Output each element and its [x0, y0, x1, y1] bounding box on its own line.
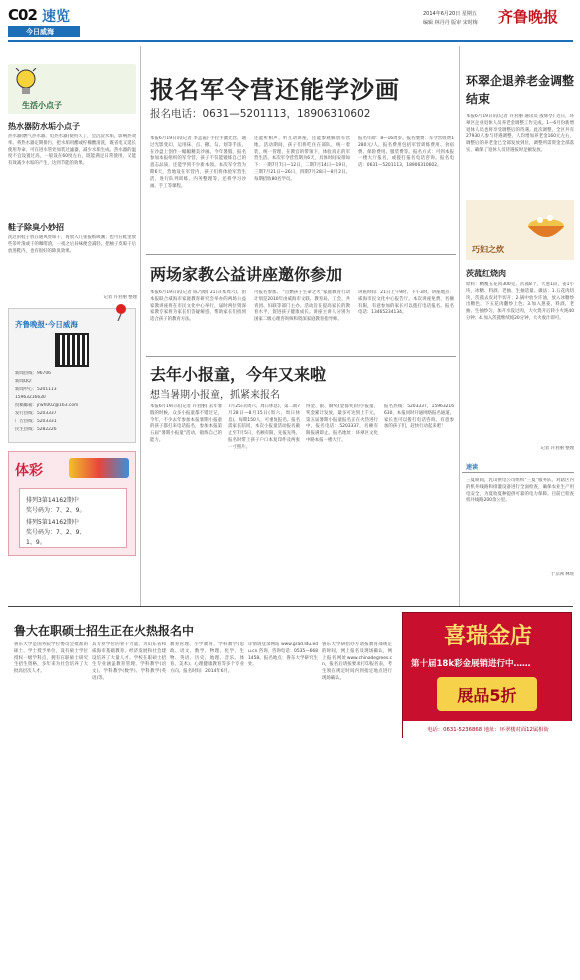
- tip2-title: 鞋子除臭小妙招: [8, 223, 64, 232]
- headline-lecture: 两场家教公益讲座邀你参加: [150, 265, 343, 284]
- article-camp-col1: 本报6月19日讯(记者 李孟霞) 手拉手激光营，通过光影变幻，运用抹、点、撒、勾、划等手法，在沙盘上创作一幅幅精美沙画。今年暑假，报名参加本报组织的军令营，孩子不仅能锻炼自己的意志品质，还能学到不少新本领。本次军令营为期6天，营地设在军营内，孩子们将体验军营生活，进行队列训练、内务整理等，还将学习沙画、手工等课程。: [150, 136, 246, 189]
- article-university-col1: 鲁东大学是国务院学位委员会批准的硕士、学士授予单位，设有硕士学位授权一级学科点，拥有在职硕士研究生招生资格，多年来为社会培养了大批高层次人才。: [14, 642, 88, 675]
- contact-line: 广告热线：5203331: [15, 419, 57, 424]
- recipe-reporter: 记者 许君丽 整理: [540, 446, 574, 451]
- article-lecture-col1: 本报6月19日讯(记者 陈乃刚) 21日(本周六)，由本报联合威海市家庭教育研究会举办的两场公益家教讲座将在市民文化中心举行，届时两位资深家教专家将为家长们答疑解惑，帮助家长们找到适合孩子的教育方法。: [150, 290, 246, 323]
- contact-line: 投稿邮箱：jrwh002@163.com: [15, 403, 79, 408]
- ad-subtitle: 第十届18k彩金展销进行中……: [411, 659, 531, 669]
- article-lecture-col2: 可报名参加。 “点燃孩子生命之火”家庭教育行动计划是2010年由威海市文联、教育局、工会、共青团、妇联等部门主办。活动旨在提高家长的教育水平，促进孩子健康成长。讲座主讲人分别为国家二级心理咨询师和资深家庭教育指导师。: [254, 290, 350, 323]
- article-newsboy-col3: 得金、银、铜奖(金都奖)的小报童，奖金累计发放，最多可达到上千元。第五届暑期小报童报名正在火热进行中，报名电话：5203337，名额有限报满即止。报名地址：环翠区文化中路本报一楼大厅。: [306, 404, 378, 443]
- recipe-title: 茨菰红烧肉: [466, 269, 506, 278]
- rule: [146, 254, 456, 255]
- section-sub: 今日威海: [26, 28, 54, 36]
- rule: [8, 606, 573, 607]
- notice-body: 三夏期间，乳山供电公司组织“三夏”服务队，对辖区内的机井线路和排灌设备进行全面检查，确保农业生产用电安全，为夏收夏种提供可靠的电力保障。目前已检查机井线路200余公里。: [466, 478, 574, 504]
- headline-pension: 环翠企退养老金调整结束: [466, 74, 575, 106]
- ad-discount-badge: [437, 677, 537, 711]
- recipe-banner-title: 巧妇之炊: [472, 245, 504, 254]
- tip2-body: 洗过的鞋子放在通风处晾干，再放入几张报纸吸潮；也可在鞋里放些茶叶渣或干的咖啡渣，一夜之后异味便会减轻。把柚子皮晾干后放进鞋内，也有很好的除臭效果。: [8, 235, 136, 254]
- article-lecture-col3: 讲座时间：21日上午9时、下午3时。讲座地点：威海市民文化中心报告厅。本次讲座免费，名额有限，有意参加的家长可以拨打电话报名。报名电话：13465234134。: [358, 290, 454, 316]
- lottery-line: 排列3第14162期中: [26, 497, 79, 504]
- headline-camp-tel: 报名电话：0631—5201113，18906310602: [150, 108, 371, 120]
- lottery-line: 排列5第14162期中: [26, 519, 79, 526]
- notice-tag: 速读: [466, 464, 479, 471]
- article-newsboy-col1: 本报6月19日讯(记者 许君丽) 去年暑假的时候，众多小报童都不错过记，今年，不少去年参加本报暑期小报童的孩子都打来电话报名，参加本报第五届“暑期小报童”活动，锻炼自己的能力。: [150, 404, 222, 443]
- article-university-col5: 鲁东大学研招办方请按教育部规定的时间，网上报名及现场确认，网上报名网址www.chinadegrees.cn，报名后请按要求打印报名表，考生须在规定时间内到指定地点进行现场确认。: [322, 642, 392, 681]
- notice-byline: 于京洲 林瑶: [550, 572, 574, 577]
- header-date: 2014年6月20日 星期五: [423, 11, 477, 17]
- lottery-line: 1、9。: [26, 539, 46, 546]
- headline-university: 鲁大在职硕士招生正在火热报名中: [14, 624, 195, 638]
- article-university-col2: 其专业学位的骨干力量，为山东省和威海市基础教育、经济发展和社会建设培养了大量人才。学校在职硕士招生专业涵盖教育管理、学科教学(语文)、学科教学(数学)、学科教学(英语)等。: [92, 642, 166, 681]
- headline-newsboy: 去年小报童，今年又来啦: [150, 365, 327, 384]
- column-divider: [459, 46, 460, 606]
- lottery-card: [19, 488, 127, 548]
- ad-contact: 电话：0631-5236868 地址：环翠楼对面12属相街: [403, 721, 573, 739]
- page-header: [8, 6, 573, 40]
- tips-banner-title: 生活小点子: [22, 101, 62, 110]
- article-newsboy-col4: 报名热线：5203337，15963216630，本报同时开通网络报名通道，家长也可以拨打电话咨询。有意参加的孩子们，赶快行动起来吧！: [384, 404, 454, 430]
- article-university-col3: 教育管理、小学教育、学科教学(思政、语文、数学、物理、化学、生物、英语、历史、地理、音乐、体育、美术)、心理健康教育等多个专业方向。报名时间：2014年6月。: [170, 642, 244, 675]
- header-editors: 编辑 林丹丹 版审 宋时梅: [423, 20, 478, 26]
- lottery-box: [8, 451, 136, 556]
- lottery-logo: 体彩: [15, 463, 43, 479]
- qr-code: [55, 333, 89, 367]
- rule: [462, 472, 574, 473]
- pushpin-icon: [113, 303, 129, 325]
- tip1-title: 热水器防水垢小点子: [8, 122, 80, 131]
- article-university-col4: 详情请登录网站 www.grad.ldu.edu.cn 咨询，咨询电话：0535—6681458。报名地点：鲁东大学研究生处。: [248, 642, 318, 668]
- article-camp-col3: 报名年龄：8—16周岁。报名缴费：军令营收费1280元/人，报名费用包括军营训练费用、食宿费、保险费用、服装费等。报名方式：可到本报一楼大厅报名，或拨打报名电话咨询。报名电话：0631—5201113，18906310602。: [358, 136, 454, 169]
- headline-newsboy-sub: 想当暑期小报童，抓紧来报名: [150, 390, 280, 401]
- rule: [146, 356, 456, 357]
- header-rule: [8, 40, 573, 42]
- brand-logo: 齐鲁晚报: [498, 8, 559, 26]
- contact-line: 发行热线：5203337: [15, 411, 57, 416]
- tips-banner: [8, 64, 136, 114]
- contact-box-title: 齐鲁晚报·今日威海: [15, 320, 78, 329]
- contact-box: [8, 308, 136, 443]
- left-column: [8, 46, 136, 606]
- headline-camp: 报名军令营还能学沙画: [150, 76, 400, 104]
- ad-title: 喜瑞金店: [443, 623, 532, 649]
- lottery-line: 奖号码为：7、2、9。: [26, 507, 86, 514]
- article-camp-col2: 还能听相声、听互动讲座，还能参观解放军营地。活动期间，孩子们将吃住在部队，统一着装，统一管理，在教官的带领下，体验真正的军营生活。本次军令营营期为6天，具体时间安排如下：一期7月7日—12日，二期7月14日—19日，三期7月21日—26日，四期7月28日—8月2日。每期招收80名学员。: [254, 136, 350, 182]
- recipe-body: 原料：精瘦五花肉300克，茨菰8个，大葱1段，姜1小块，冰糖、料酒、老抽、生抽适量。做法：1.五花肉切块，茨菰去皮对半切开；2.锅中放少许油，放入冰糖炒出糖色，下五花肉翻炒上色；3.加入葱姜、料酒、老抽、生抽炒匀，加开水没过肉，大火烧开后转小火炖40分钟；4.加入茨菰继续炖20分钟，大火收汁即可。: [466, 282, 574, 321]
- contact-line: 新闻QQ：: [15, 379, 36, 384]
- contact-line: 新闻热线：96706: [15, 371, 51, 376]
- recipe-banner: [466, 200, 574, 260]
- column-divider: [140, 46, 141, 606]
- lottery-line: 奖号码为：7、2、9、: [26, 529, 86, 536]
- page-number: C02: [8, 6, 37, 24]
- jewelry-ad: [402, 612, 572, 738]
- contact-line: 民生热线：5282226: [15, 427, 57, 432]
- tip1-body: 热水器(燃气热水器、电热水器)使用久了，会沉淀水垢，影响热效率。将热水器定期排污，把水垢用醋或柠檬酸清洗，既省电又延长使用寿命。可在进水管处加装过滤器，减少水垢生成。热水器的温度不宜设置过高，一般设在60度左右，既能满足日常使用，又能有效减少水垢的产生，达到节能的效果。: [8, 134, 136, 167]
- lottery-ribbon: [69, 458, 129, 478]
- ad-discount: 展品5折: [457, 686, 517, 705]
- bowl-icon: [526, 208, 566, 248]
- contact-line: 新闻中心：5201113: [15, 387, 57, 392]
- article-newsboy-col2: 7月25日(周六、周日休息)，第二期7月28日—8月15日(周六、周日休息)，每期150人，可重复报名。报名需家长陪同，本次小报童活动报名截止至7月5日，名额有限，先报先得。报名时带上孩子户口本复印件及两张一寸照片。: [228, 404, 300, 450]
- article-pension: 本报6月19日讯(记者 许君丽 通讯员 殷辉亭) 近日，环翠区企业退休人员养老金调整工作完成。1—6月份新增退休人员也将享受调整后的待遇。此次调整，全区共有27930人参与待遇调整，人均增加养老金160元左右，调整后的养老金已全部发放到位，调整所需资金全部落实，确保了退休人员待遇按时足额发放。: [466, 114, 574, 153]
- tips-reporter: 记者 许君丽 整理: [103, 295, 137, 300]
- lightbulb-icon: [14, 68, 38, 98]
- contact-line: 15963216630: [15, 395, 46, 400]
- section-title: 速览: [42, 9, 70, 25]
